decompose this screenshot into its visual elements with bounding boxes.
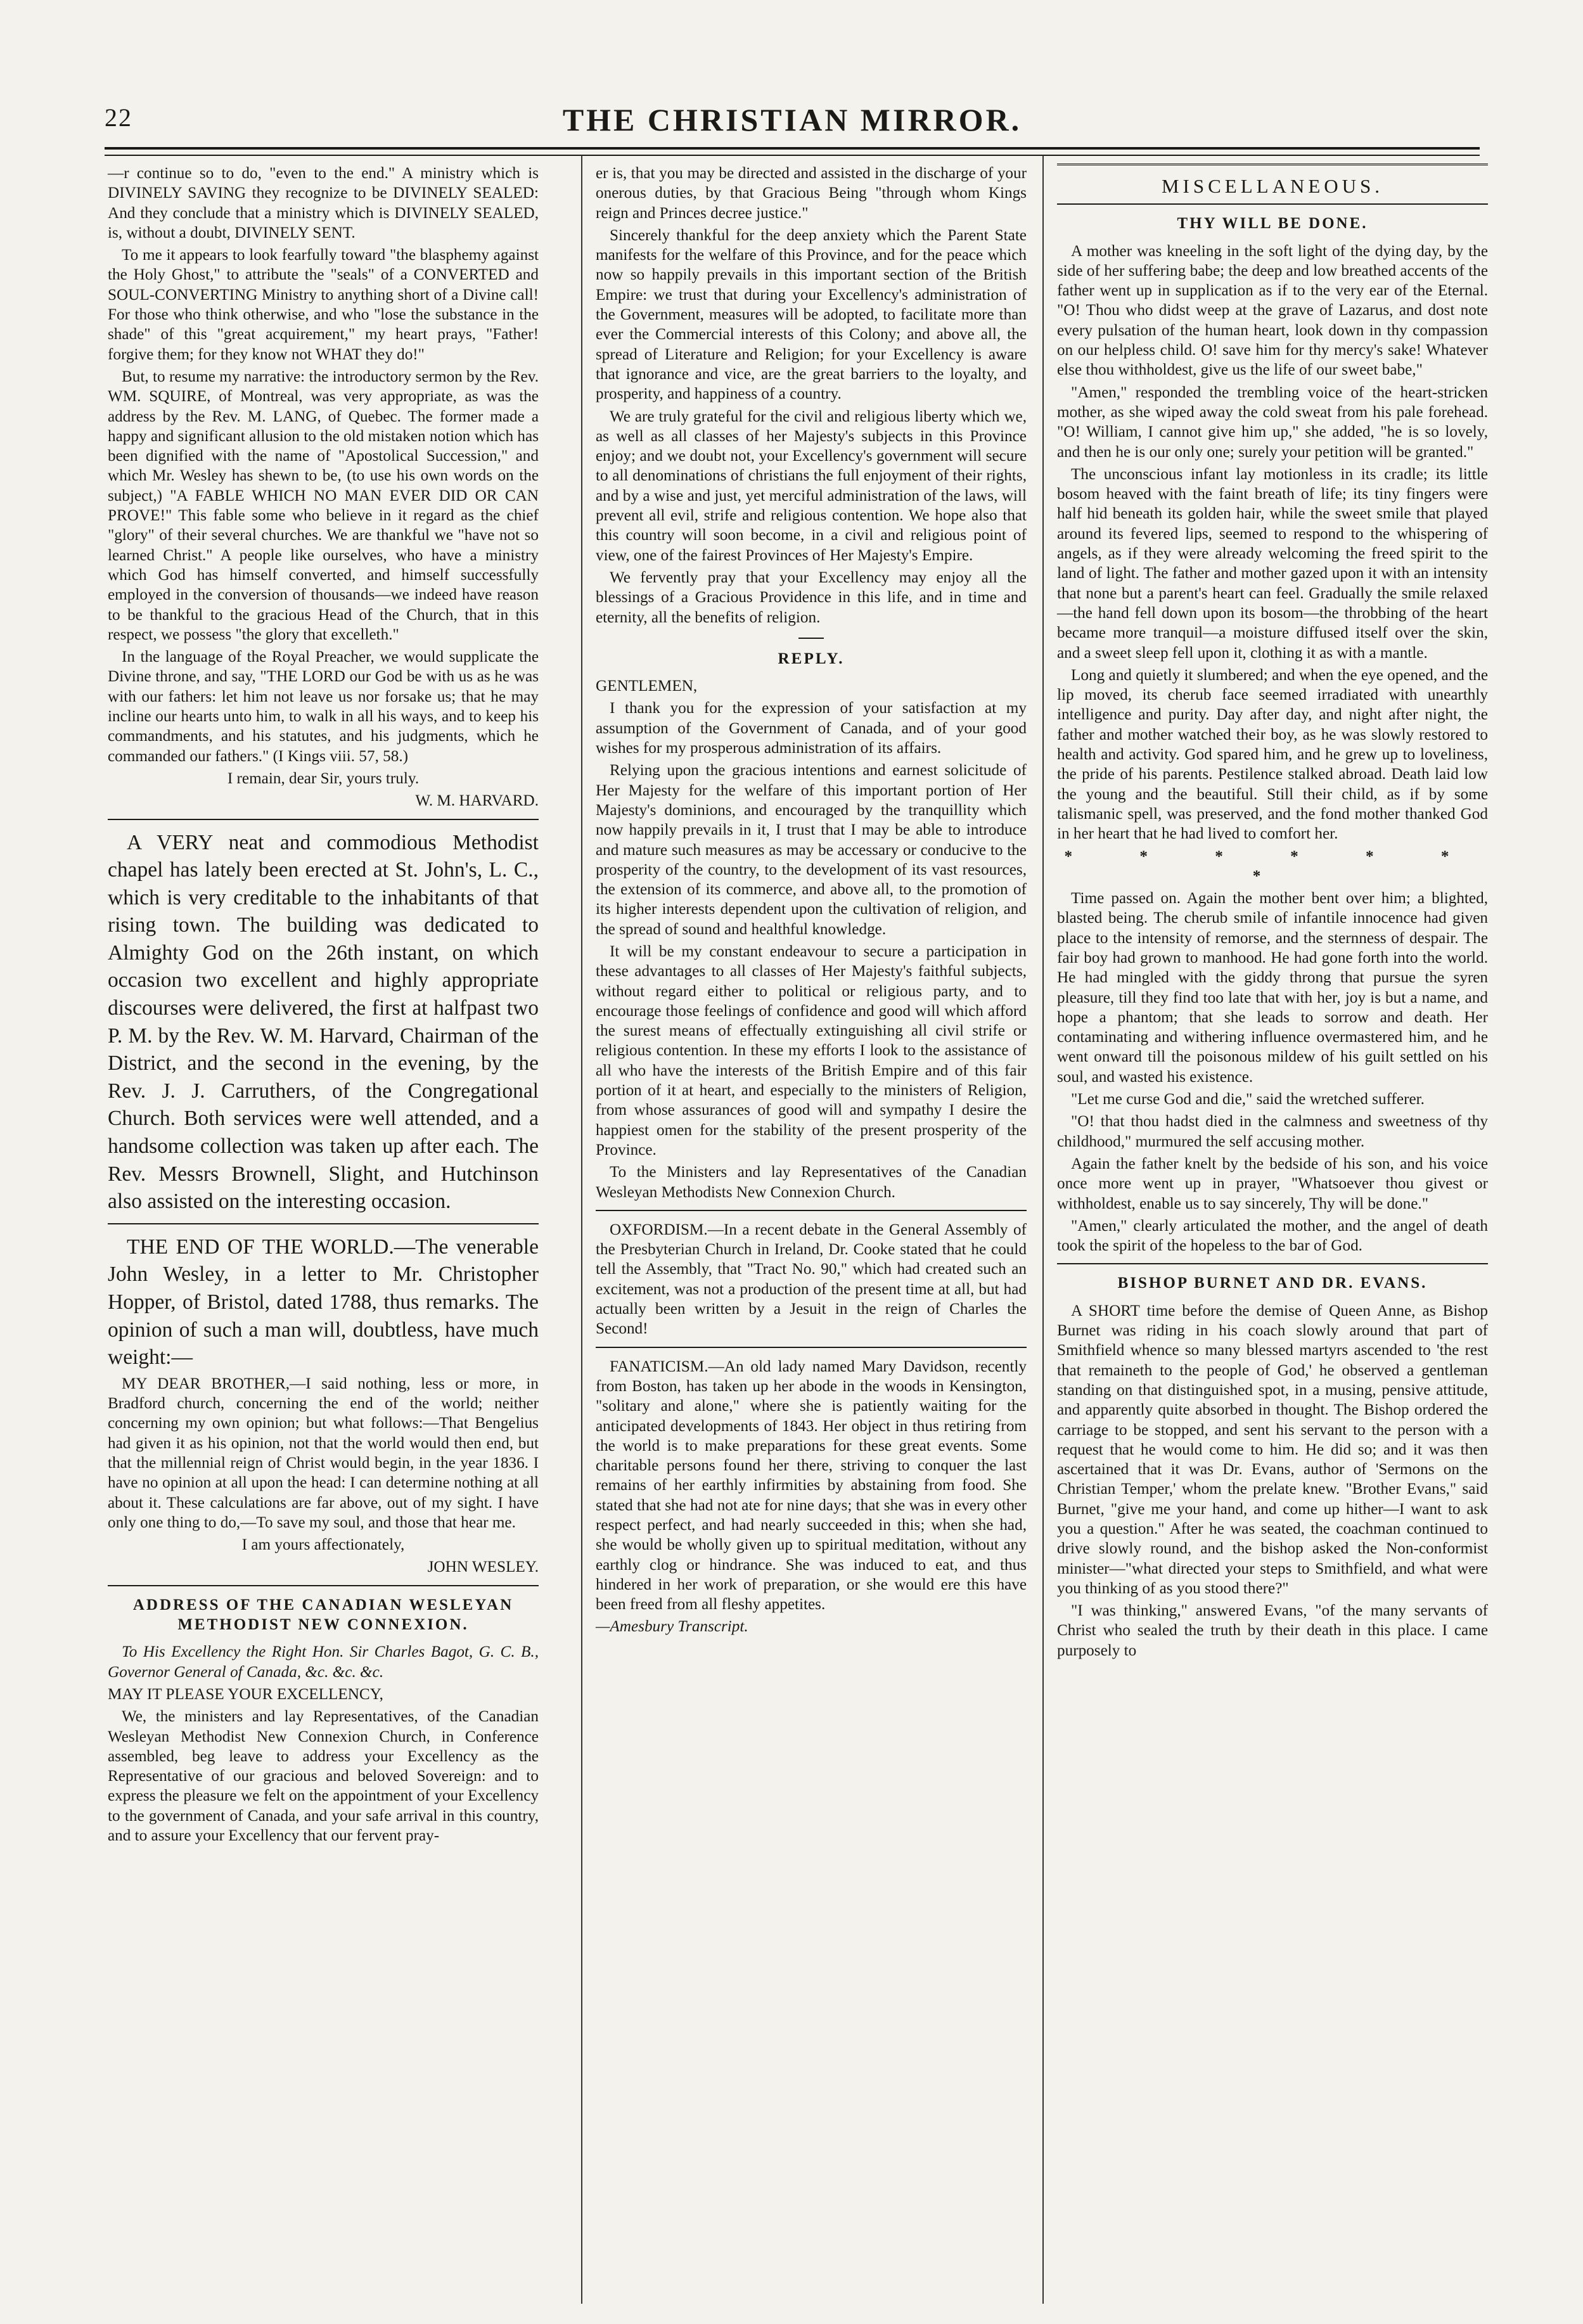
paragraph: A mother was kneeling in the soft light of the dying day, by the side of her suffering babe; the deep and low breathed accents of the father went up in supplication as if to the very ear of the Eternal. "O! Thou who didst weep at the grave of Lazarus, and dost note every pulsation of the human heart, look down in thy compassion on our helpless child. O! save him for thy mercy's sake! Whatever else thou withholdest, give us the life of our sweet babe," (1057, 242, 1488, 379)
column-2 (596, 164, 1027, 1640)
section-divider (108, 1585, 539, 1586)
wesley-letter: MY DEAR BROTHER,—I said nothing, less or more, in Bradford church, concerning the end of the world; neither concerning my own opinion; but what follows:—That Bengelius had given it as his opinion, not that the world would then end, but that the millennial reign of Christ would begin, in the year 1836. I have no opinion at all upon the head: I can determine nothing at all about it. These calculations are far above, out of my sight. I have only one thing to do,—To save my soul, and those that hear me. (108, 1375, 539, 1531)
section-divider (1057, 164, 1488, 167)
article-title: THY WILL BE DONE. (1177, 215, 1368, 233)
article-source: —Amesbury Transcript. (596, 1618, 748, 1636)
end-of-world-article: THE END OF THE WORLD.—The venerable John Wesley, in a letter to Mr. Christopher Hopper, of Bristol, dated 1788, thus remarks. The opinion of such a man will, doubtless, have much weight:— (108, 1235, 539, 1370)
address-recipient: To His Excellency the Right Hon. Sir Charles Bagot, G. C. B., Governor General of Canada, &c. &c. &c. (108, 1643, 539, 1681)
fanaticism-article: FANATICISM.—An old lady named Mary Davidson, recently from Boston, has taken up her abode in the woods in Kensington, "solitary and alone," where she is patiently waiting for the anticipated developments of 1843. Her object in thus retiring from the world is to make preparations for these great events. Some charitable persons found her there, striving to conquer the last remains of her earthly infirmities by abstaining from food. She stated that she had not ate for nine days; that she was in every other respect perfect, and had nearly succeeded in this; when she had, she would be wholly given up to spiritual meditation, without any earthly clog or hindrance. She was induced to eat, and thus hindered in her work of preparation, or she would ere this have been freed from all fleshy appetites. (596, 1358, 1027, 1614)
article-title: BISHOP BURNET AND DR. EVANS. (1117, 1274, 1428, 1292)
paragraph: "Let me curse God and die," said the wretched sufferer. (1071, 1091, 1425, 1108)
paragraph: Again the father knelt by the bedside of his son, and his voice once more went up in prayer, "Whatsoever thou givest or withholdest, enable us to say sincerely, Thy will be done." (1057, 1155, 1488, 1212)
salutation: GENTLEMEN, (596, 677, 698, 695)
paragraph: We fervently pray that your Excellency may enjoy all the blessings of a Gracious Providence in this life, and in time and eternity, all the benefits of religion. (596, 568, 1027, 626)
letter-signature: W. M. HARVARD. (415, 792, 539, 810)
oxfordism-article: OXFORDISM.—In a recent debate in the General Assembly of the Presbyterian Church in Ireland, Dr. Cooke stated that he could tell the Assembly, that "Tract No. 90," which had created such an excitement, was not a production of the present time at all, but had actually been written by a Jesuit in the reign of Charles the Second! (596, 1221, 1027, 1338)
salutation: MAY IT PLEASE YOUR EXCELLENCY, (108, 1685, 383, 1703)
letter-closing: I remain, dear Sir, yours truly. (227, 769, 420, 787)
section-stars: * * * * * * * (1064, 847, 1481, 885)
paragraph: I thank you for the expression of your satisfaction at my assumption of the Government of Canada, and of your good wishes for my prosperous administration of its affairs. (596, 700, 1027, 757)
paragraph: er is, that you may be directed and assisted in the discharge of your onerous duties, by that Gracious Being "through whom Kings reign and Princes decree justice." (596, 165, 1027, 222)
paragraph: "I was thinking," answered Evans, "of the many servants of Christ who sealed the truth by their death in this place. I came purposely to (1057, 1602, 1488, 1659)
paragraph: "O! that thou hadst died in the calmness and sweetness of thy childhood," murmured the self accusing mother. (1057, 1113, 1488, 1150)
section-divider (596, 1347, 1027, 1348)
paragraph: In the language of the Royal Preacher, we would supplicate the Divine throne, and say, "THE LORD our God be with us as he was with our fathers: let him not leave us nor forsake us; that he may incline our hearts unto him, to walk in all his ways, and to keep his commandments, and his statutes, and his judgments, which he commanded our fathers." (I Kings viii. 57, 58.) (108, 648, 539, 765)
paragraph: Sincerely thankful for the deep anxiety which the Parent State manifests for the welfare of this Province, and for the peace which now so happily prevails in this important section of the British Empire: we trust that during your Excellency's administration of the Government, measures will be adopted, to facilitate more than ever the Commercial interests of this Colony; and above all, the spread of Literature and Religion; for your Excellency is aware that ignorance and vice, are the great barriers to the loyalty, and prosperity, and happiness of a country. (596, 226, 1027, 403)
paragraph: We, the ministers and lay Representatives, of the Canadian Wesleyan Methodist New Connexion Church, in Conference assembled, beg leave to address your Excellency as the Representative of our gracious and beloved Sovereign: and to express the pleasure we felt on the appointment of your Excellency to the government of Canada, and your safe arrival in this country, and to assure your Excellency that our fervent pray- (108, 1708, 539, 1845)
column-1 (108, 164, 539, 1848)
paragraph: Time passed on. Again the mother bent over him; a blighted, blasted being. The cherub smile of infantile innocence had given place to the intensity of remorse, and the sternness of despair. The fair boy had grown to manhood. He had gone forth into the world. He had mingled with the giddy throng that pursue the syren pleasure, till they find too late that with her, joy is but a name, and hope a phantom; that she leads to sorrow and death. Her contaminating and withering influence overmastered him, and he went onward till the poisonous mildew of his guilt settled on his soul, and wasted his existence. (1057, 890, 1488, 1086)
section-divider (108, 819, 539, 820)
section-title: MISCELLANEOUS. (1161, 175, 1384, 197)
paragraph: Relying upon the gracious intentions and earnest solicitude of Her Majesty for the welfare of this important portion of Her Majesty's dominions, and encouraged by the tranquillity which now happily prevails in it, I trust that I may be able to introduce and mature such measures as may be accessary or conducive to the prosperity of the country, to the development of its vast resources, the extension of its commerce, and above all, to the promotion of its higher interests dependent upon the cultivation of religion, and the spread of sound and healthful knowledge. (596, 762, 1027, 938)
letter-signature: JOHN WESLEY. (427, 1558, 539, 1576)
page-header (105, 95, 1480, 146)
paragraph: —r continue so to do, "even to the end." A ministry which is DIVINELY SAVING they recognize to be DIVINELY SEALED: And they conclude that a ministry which is DIVINELY SEALED, is, without a doubt, DIVINELY SENT. (108, 165, 539, 241)
section-divider (1057, 203, 1488, 205)
paragraph: Long and quietly it slumbered; and when the eye opened, and the lip moved, its cherub face seemed irradiated with unearthly intelligence and purity. Day after day, and night after night, the father and mother watched their boy, as he was slowly restored to health and activity. God spared him, and he grew up to loveliness, the pride of his parents. Pestilence stalked abroad. Death laid low the young and the beautiful. Still their child, as if by some talismanic spell, was preserved, and the fond mother thanked God in her heart that he had lived to comfort her. (1057, 666, 1488, 843)
column-divider (1042, 155, 1044, 2304)
paragraph: It will be my constant endeavour to secure a participation in these advantages to all classes of Her Majesty's faithful subjects, without regard either to political or religious party, and to encourage those feelings of confidence and good will which afford the surest means of effectually extinguishing all civil strife or religious contention. In these my efforts I look to the assistance of all who have the interests of the British Empire and of this fair portion of it at heart, and especially to the ministers of Religion, from whose assurances of good will and sympathy I desire the happiest omen for the stability of the present prosperity of the Province. (596, 942, 1027, 1159)
paragraph: To the Ministers and lay Representatives of the Canadian Wesleyan Methodists New Connexion Church. (596, 1164, 1027, 1201)
section-divider (596, 1210, 1027, 1211)
paragraph: "Amen," responded the trembling voice of the heart-stricken mother, as she wiped away the cold sweat from his pale forehead. "O! William, I cannot give him up," she added, "he is so lovely, and then he is our only one; surely your petition will be granted." (1057, 383, 1488, 461)
letter-closing: I am yours affectionately, (241, 1536, 405, 1554)
section-divider (1057, 1263, 1488, 1264)
reply-title: REPLY. (778, 650, 845, 667)
paragraph: The unconscious infant lay motionless in its cradle; its little bosom heaved with the faint breath of life; its tiny fingers were half hid beneath its golden hair, while the sweet smile that played around its fevered lips, seemed to respond to the whispering of angels, as if they were already welcoming the freed spirit to the land of light. The father and mother gazed upon it with an intensity that none but a parent's heart can feel. Gradually the smile relaxed—the hand fell down upon its bosom—the throbbing of the heart became more tranquil—a moisture diffused itself over the skin, and a sweet sleep fell upon it, clothing it as with a mantle. (1057, 465, 1488, 662)
address-title: ADDRESS OF THE CANADIAN WESLEYAN METHODIST NEW CONNEXION. (132, 1596, 514, 1634)
column-divider (581, 155, 582, 2304)
short-divider (798, 638, 824, 639)
chapel-article: A VERY neat and commodious Methodist chapel has lately been erected at St. John's, L. C., which is very creditable to the inhabitants of that rising town. The building was dedicated to Almighty God on the 26th instant, on which occasion two excellent and highly appropriate discourses were delivered, the first at halfpast two P. M. by the Rev. W. M. Harvard, Chairman of the District, and the second in the evening, by the Rev. J. J. Carruthers, of the Congregational Church. Both services were well attended, and a handsome collection was taken up after each. The Rev. Messrs Brownell, Slight, and Hutchinson also assisted on the interesting occasion. (108, 830, 539, 1214)
paragraph: A SHORT time before the demise of Queen Anne, as Bishop Burnet was riding in his coach slowly around that part of Smithfield whence so many blessed martyrs ascended to 'the rest that remaineth to the people of God,' he observed a gentleman standing on that distinguished spot, in a musing, pensive attitude, and apparently quite absorbed in thought. The Bishop ordered the carriage to be stopped, and sent his servant to the person with a request that he would come to him. He did so; and it was then ascertained that it was Dr. Evans, author of 'Sermons on the Christian Temper,' whom the prelate knew. "Brother Evans," said Burnet, "give me your hand, and come up hither—I want to ask you a question." After he was seated, the coachman continued to drive slowly round, and the bishop asked the Non-conformist minister—"what directed your steps to Smithfield, and what were you thinking of as you stood there?" (1057, 1302, 1488, 1597)
paragraph: "Amen," clearly articulated the mother, and the angel of death took the spirit of the hopeless to the bar of God. (1057, 1217, 1488, 1255)
paragraph: But, to resume my narrative: the introductory sermon by the Rev. WM. SQUIRE, of Montreal, was very appropriate, as was the address by the Rev. M. LANG, of Quebec. The former made a happy and significant allusion to the old mistaken notion which has been dignified with the name of "Apostolical Succession," and which Mr. Wesley has shewn to be, (to use his own words on the subject,) "A FABLE WHICH NO MAN EVER DID OR CAN PROVE!" This fable some who believe in it regard as the chief "glory" of their several churches. We are thankful we "have not so learned Christ." A people like ourselves, who have a ministry which God has himself converted, and himself successfully employed in the conversion of thousands—we indeed have reason to be thankful to the gracious Head of the Church, that in this respect, we possess "the glory that excelleth." (108, 368, 539, 643)
header-rule (105, 147, 1480, 156)
page-number: 22 (105, 103, 132, 132)
paragraph: To me it appears to look fearfully toward "the blasphemy against the Holy Ghost," to attribute the "seals" of a CONVERTED and SOUL-CONVERTING Ministry to anything short of a Divine call! For those who think otherwise, and who "lose the substance in the shade" of this "great acquirement," my heart prays, "Father! forgive them; for they know not WHAT they do!" (108, 247, 539, 363)
paragraph: We are truly grateful for the civil and religious liberty which we, as well as all classes of her Majesty's subjects in this Province enjoy; and we doubt not, your Excellency's government will secure to all denominations of christians the full enjoyment of their rights, and by a wise and just, yet merciful administration of the laws, will prevent all evil, strife and religious contention. We hope also that this country will soon become, in a civil and religious point of view, one of the fairest Provinces of Her Majesty's Empire. (596, 408, 1027, 564)
section-divider (108, 1223, 539, 1224)
masthead: THE CHRISTIAN MIRROR. (562, 102, 1022, 138)
column-3 (1057, 164, 1488, 1663)
